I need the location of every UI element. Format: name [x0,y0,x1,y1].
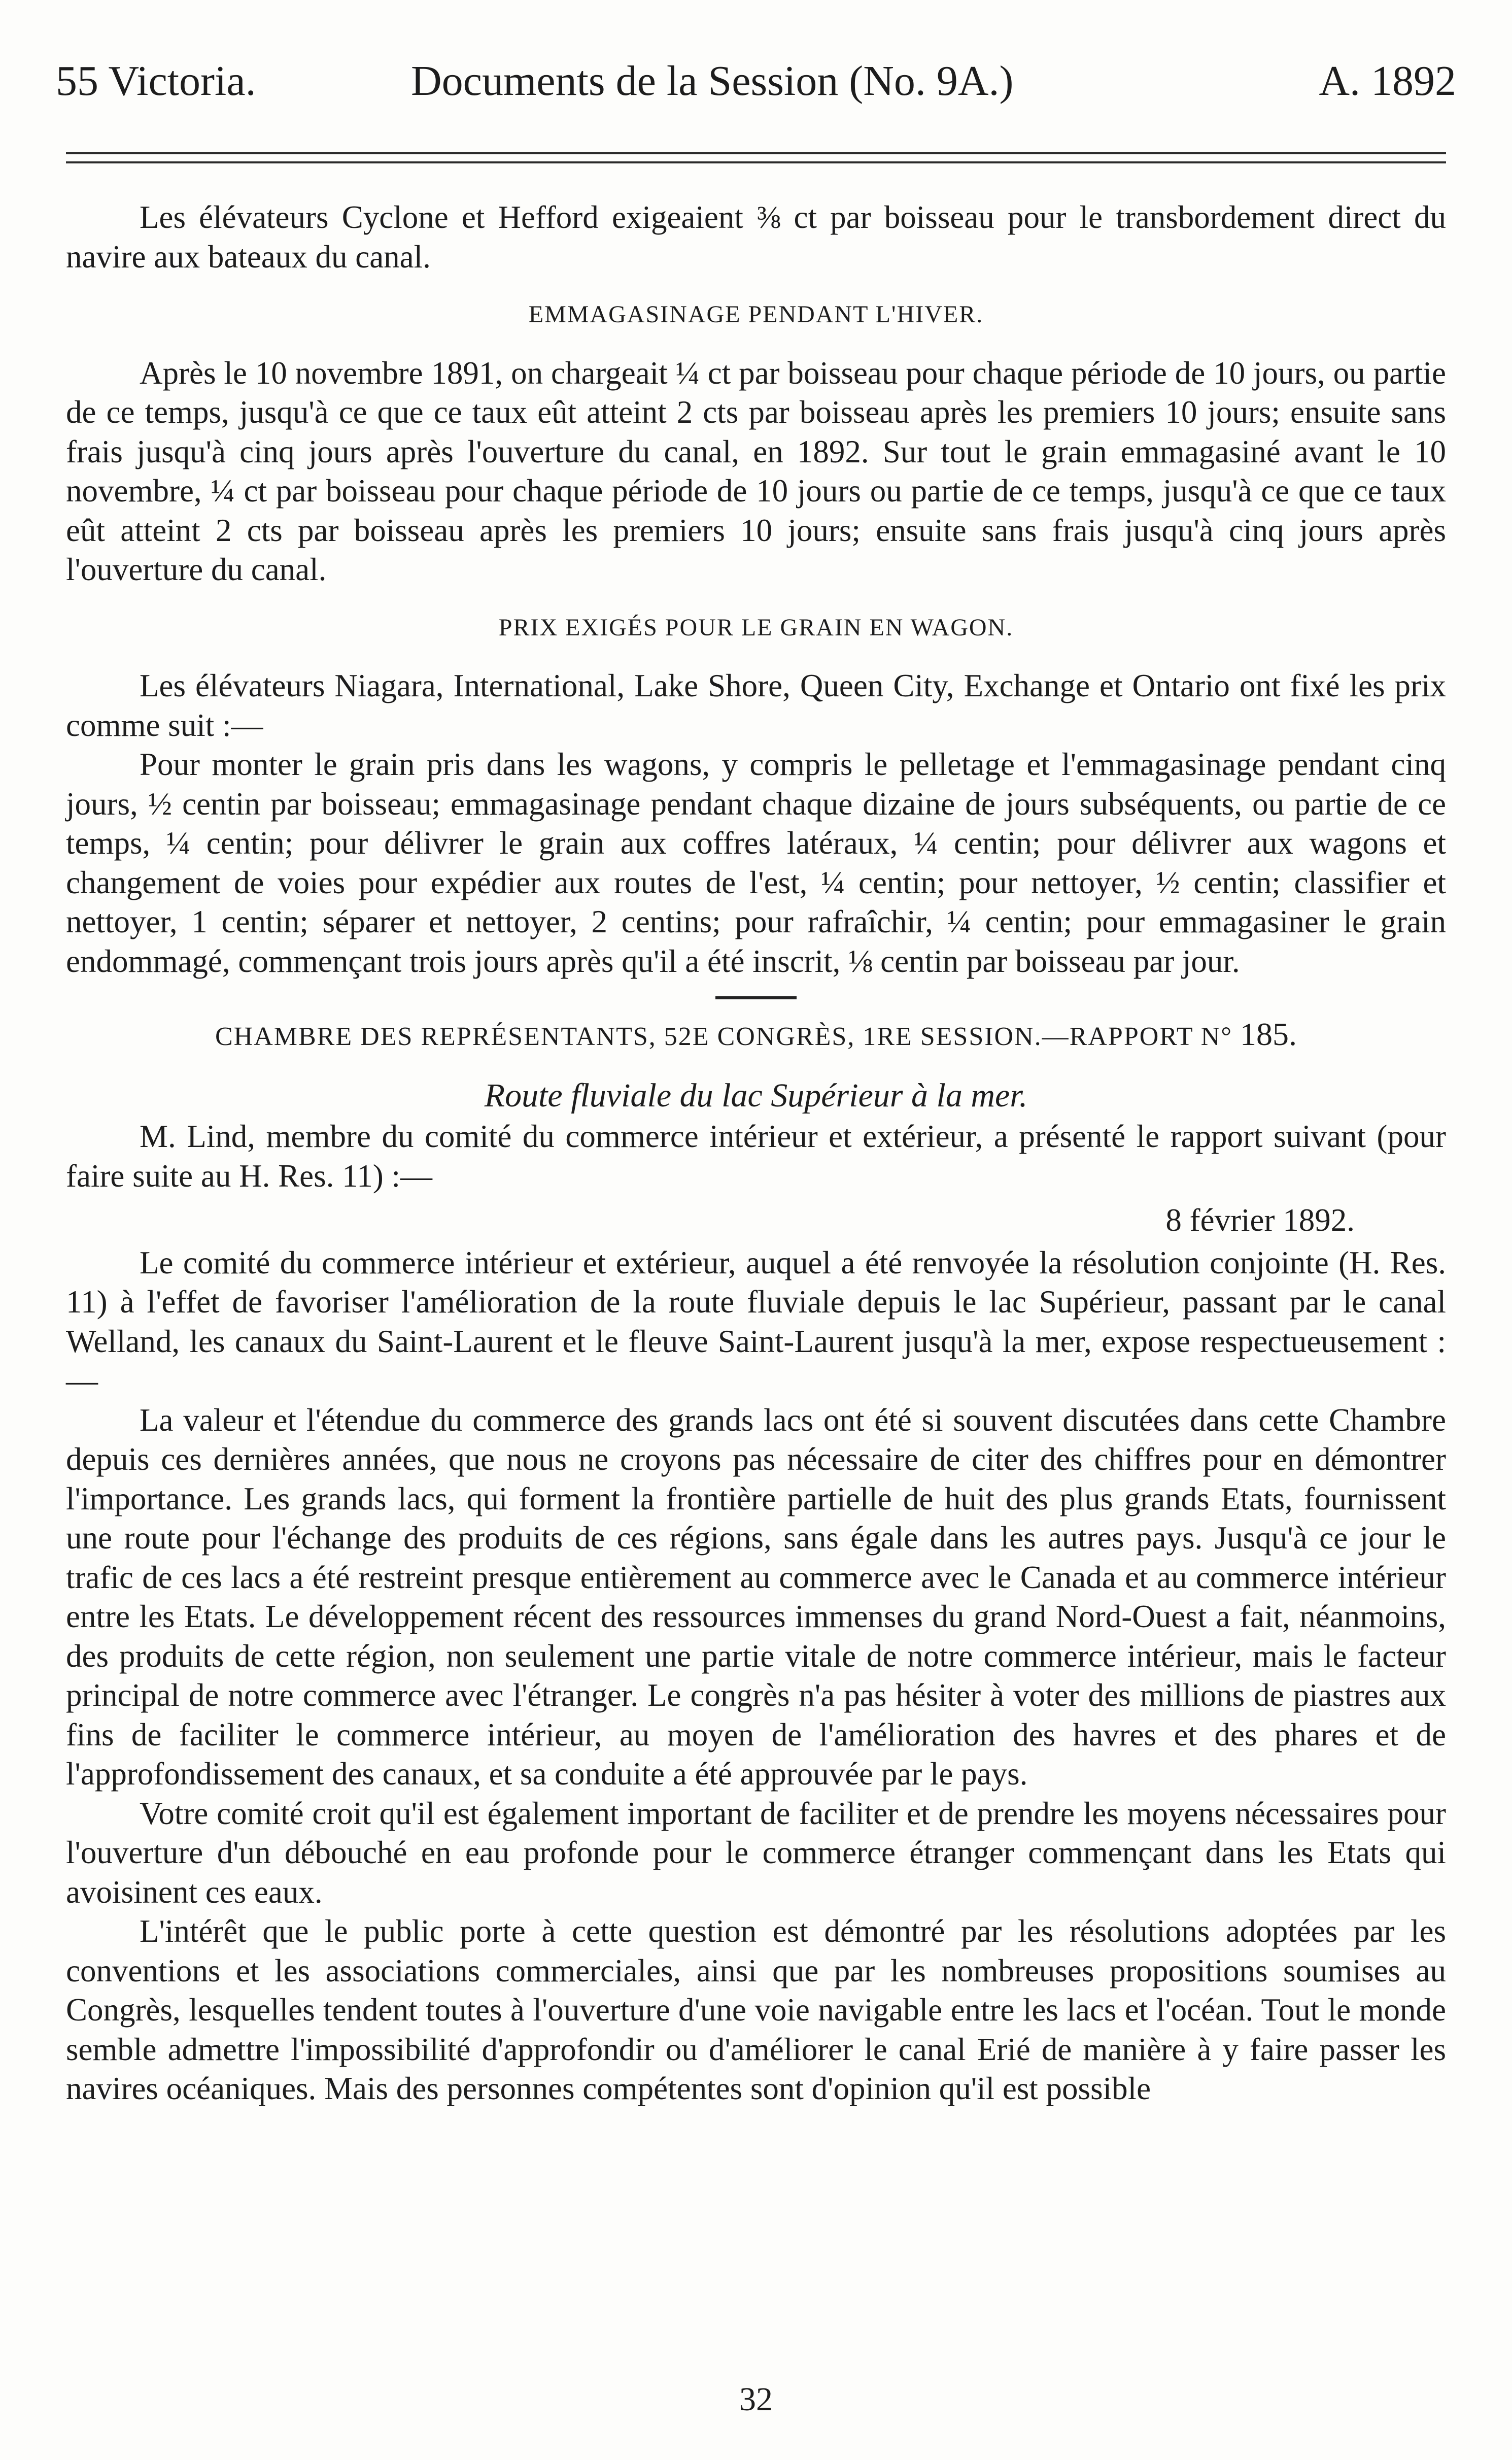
report-heading [66,1015,1446,1057]
paragraph-emmagasinage: Après le 10 novembre 1891, on chargeait ¼ ct par boisseau pour chaque période de 10 jours, ou partie de ce temps, jusqu'à ce que ce taux eût atteint 2 cts par boisseau après les premiers 10 jours; ensuite sans frais jusqu'à cinq jours après l'ouverture du canal, en 1892. Sur tout le grain emmagasiné avant le 10 novembre, ¼ ct par boisseau pour chaque période de 10 jours ou partie de ce temps, jusqu'à ce que ce taux eût atteint 2 cts par boisseau après les premiers 10 jours; ensuite sans frais jusqu'à cinq jours après l'ouverture du canal. [66,355,1446,587]
report-date: 8 février 1892. [1165,1202,1355,1238]
paragraph-tarifs: Pour monter le grain pris dans les wagons, y compris le pelletage et l'emmagasinage pendant cinq jours, ½ centin par boisseau; emmagasinage pendant chaque dizaine de jours subséquents, ou partie de ce temps, ¼ centin; pour délivrer le grain aux coffres latéraux, ¼ centin; pour délivrer aux wagons et changement de voies pour expédier aux routes de l'est, ¼ centin; pour nettoyer, ½ centin; classifier et nettoyer, 1 centin; séparer et nettoyer, 2 centins; pour rafraîchir, ¼ centin; pour emmagasiner le grain endommagé, commençant trois jours après qu'il a été inscrit, ⅛ centin par boisseau par jour. [66,747,1446,979]
header-volume: 55 Victoria. [56,57,256,105]
paragraph-transbordement: Les élévateurs Cyclone et Hefford exigeaient ⅜ ct par boisseau pour le transbordement direct du navire aux bateaux du canal. [66,199,1446,275]
document-body [66,198,1446,2109]
paragraph-interet-public: L'intérêt que le public porte à cette question est démontré par les résolutions adoptées par les conventions et les associations commerciales, ainsi que par les nombreuses propositions soumises au Congrès, lesquelles tendent toutes à l'ouverture d'une voie navigable entre les lacs et l'océan. Tout le monde semble admettre l'impossibilité d'approfondir ou d'améliorer le canal Erié de manière à y faire passer les navires océaniques. Mais des personnes compétentes sont d'opinion qu'il est possible [66,1913,1446,2106]
paragraph-comite: Le comité du commerce intérieur et extérieur, auquel a été renvoyée la résolution conjointe (H. Res. 11) à l'effet de favoriser l'amélioration de la route fluviale depuis le lac Supérieur, passant par le canal Welland, les canaux du Saint-Laurent et le fleuve Saint-Laurent jusqu'à la mer, expose respectueusement :— [66,1244,1446,1398]
paragraph-grands-lacs: La valeur et l'étendue du commerce des grands lacs ont été si souvent discutées dans cette Chambre depuis ces dernières années, que nous ne croyons pas nécessaire de citer des chiffres pour en démontrer l'importance. Les grands lacs, qui forment la frontière partielle de huit des plus grands Etats, fournissent une route pour l'échange des produits de ces régions, sans égale dans les autres pays. Jusqu'à ce jour le trafic de ces lacs a été restreint presque entièrement au commerce avec le Canada et au commerce intérieur entre les Etats. Le développement récent des ressources immenses du grand Nord-Ouest a fait, néanmoins, des produits de cette région, non seulement une partie vitale de notre commerce intérieur, mais le facteur principal de notre commerce avec l'étranger. Le congrès n'a pas hésiter à voter des millions de piastres aux fins de faciliter le commerce intérieur, au moyen de l'amélioration des havres et des phares et de l'approfondissement des canaux, et sa conduite a été approuvée par le pays. [66,1402,1446,1792]
paragraph-lind: M. Lind, membre du comité du commerce intérieur et extérieur, a présenté le rapport suivant (pour faire suite au H. Res. 11) :— [66,1119,1446,1194]
header-title: Documents de la Session (No. 9A.) [411,57,1014,105]
paragraph-debouche: Votre comité croit qu'il est également important de faciliter et de prendre les moyens nécessaires pour l'ouverture d'un débouché en eau profonde pour le commerce étranger commençant dans les Etats qui avoisinent ces eaux. [66,1795,1446,1910]
header-year: A. 1892 [1319,57,1456,105]
report-heading-text: CHAMBRE DES REPRÉSENTANTS, 52E CONGRÈS, 1RE SESSION.—RAPPORT N° [215,1022,1233,1051]
report-number: 185. [1240,1016,1297,1052]
header-rule-bottom [66,161,1446,163]
section-heading-prix: PRIX EXIGÉS POUR LE GRAIN EN WAGON. [498,614,1014,641]
section-heading-emmagasinage: EMMAGASINAGE PENDANT L'HIVER. [528,301,984,328]
section-divider [715,996,797,999]
running-header [56,51,1456,112]
paragraph-elevateurs: Les élévateurs Niagara, International, Lake Shore, Queen City, Exchange et Ontario ont fixé les prix comme suit :— [66,668,1446,743]
header-rule-top [66,152,1446,154]
page-number: 32 [739,2381,773,2418]
report-title: Route fluviale du lac Supérieur à la mer. [484,1076,1028,1114]
